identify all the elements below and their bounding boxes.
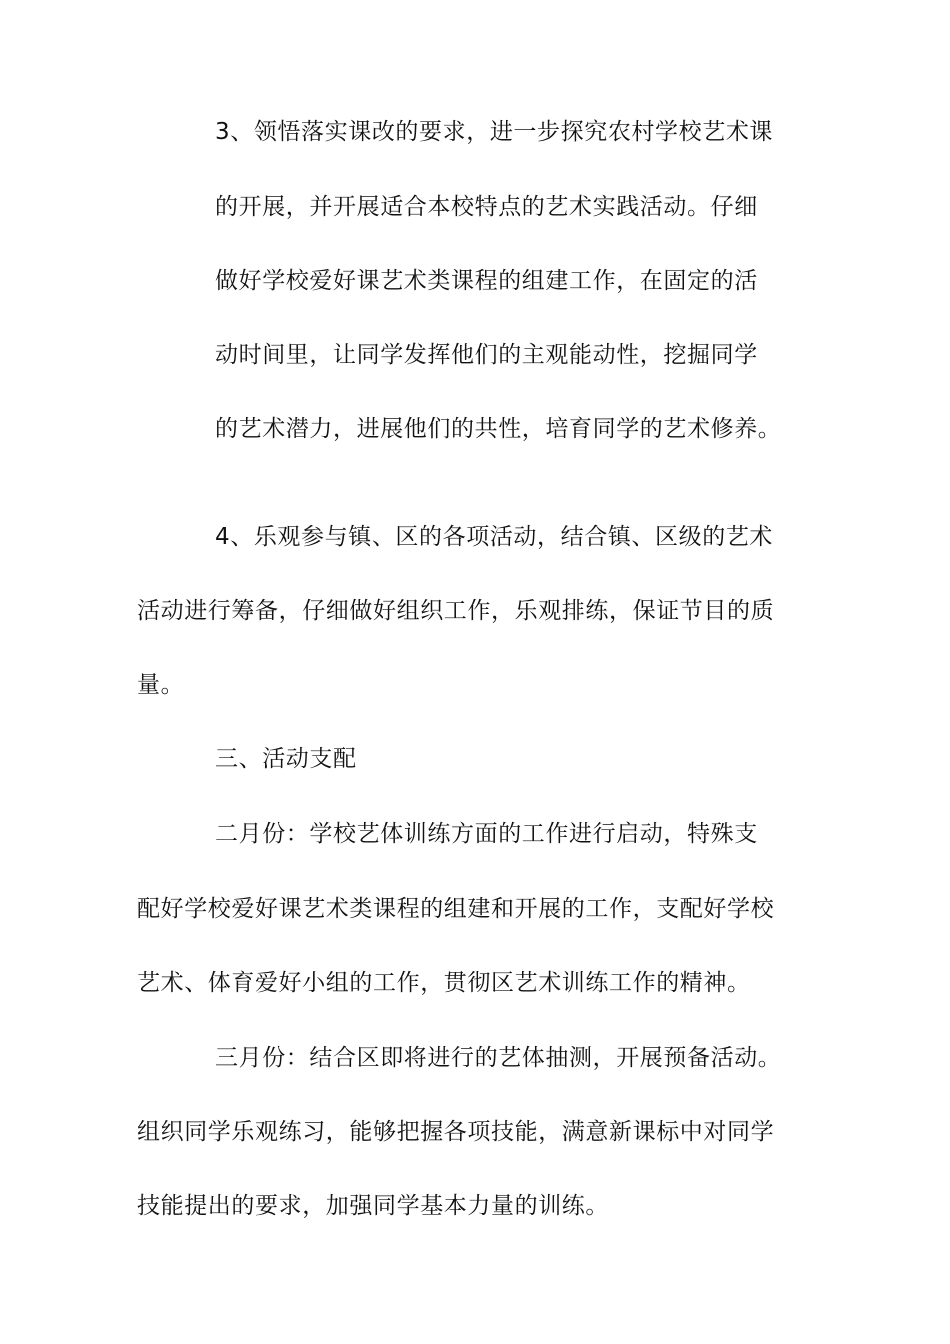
text-line: 的艺术潜力，进展他们的共性，培育同学的艺术修养。 <box>215 416 782 442</box>
text-line: 的开展，并开展适合本校特点的艺术实践活动。仔细 <box>215 194 758 220</box>
text-line: 做好学校爱好课艺术类课程的组建工作，在固定的活 <box>215 268 758 294</box>
text-line: 三月份：结合区即将进行的艺体抽测，开展预备活动。 <box>215 1045 782 1071</box>
text-line: 艺术、体育爱好小组的工作，贯彻区艺术训练工作的精神。 <box>137 970 751 996</box>
text-line: 技能提出的要求，加强同学基本力量的训练。 <box>137 1193 609 1219</box>
text-line: 二月份：学校艺体训练方面的工作进行启动，特殊支 <box>215 821 758 847</box>
text-line: 动时间里，让同学发挥他们的主观能动性，挖掘同学 <box>215 342 758 368</box>
text-line: 4、乐观参与镇、区的各项活动，结合镇、区级的艺术 <box>215 524 774 550</box>
text-line: 组织同学乐观练习，能够把握各项技能，满意新课标中对同学 <box>137 1119 775 1145</box>
text-line: 活动进行筹备，仔细做好组织工作，乐观排练，保证节目的质 <box>137 598 775 624</box>
text-line: 量。 <box>137 672 185 698</box>
section-heading: 三、活动支配 <box>215 746 357 772</box>
text-line: 配好学校爱好课艺术类课程的组建和开展的工作，支配好学校 <box>137 896 775 922</box>
text-line: 3、领悟落实课改的要求，进一步探究农村学校艺术课 <box>215 119 774 145</box>
